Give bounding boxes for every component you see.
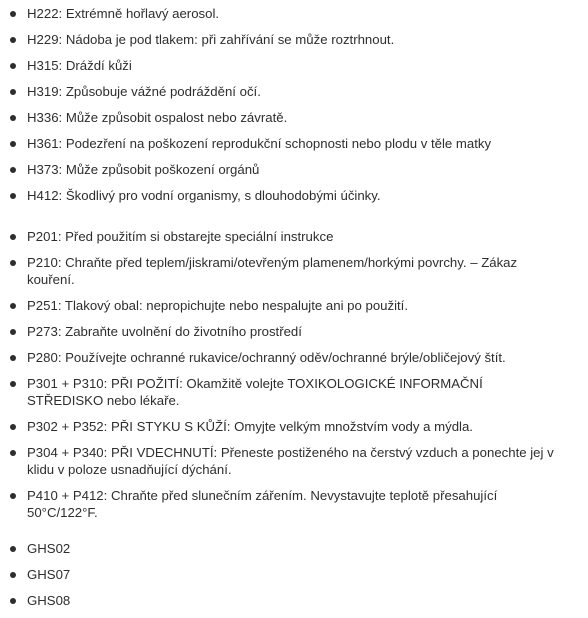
precautionary-statement-item: [0, 349, 560, 366]
statement-text: PŘI STYKU S KŮŽÍ: Omyjte velkým množstvím vody a mýdla.: [110, 419, 473, 434]
pictograms-list: [0, 540, 560, 618]
pictogram-item: [0, 540, 560, 557]
hazard-statement-item: [0, 31, 560, 48]
bullet-icon: [10, 546, 16, 552]
bullet-icon: [10, 381, 16, 387]
statement-code: P201: [27, 229, 58, 244]
hazard-statement-item: [0, 135, 560, 152]
statement-text: Používejte ochranné rukavice/ochranný oděv/ochranné brýle/obličejový štít.: [65, 350, 506, 365]
statement-separator: :: [57, 298, 65, 313]
pictogram-item: [0, 592, 560, 609]
bullet-icon: [10, 303, 16, 309]
statement-code: P251: [27, 298, 58, 313]
bullet-icon: [10, 329, 16, 335]
precautionary-statement-item: [0, 444, 560, 478]
statement-text: Před použitím si obstarejte speciální instrukce: [65, 229, 334, 244]
statement-separator: :: [58, 32, 66, 47]
statement-separator: :: [103, 376, 111, 391]
statement-code: P304 + P340: [27, 445, 104, 460]
statement-separator: :: [58, 84, 66, 99]
statement-code: P210: [27, 255, 58, 270]
precautionary-statement-item: [0, 228, 560, 245]
bullet-icon: [10, 193, 16, 199]
statement-separator: :: [57, 255, 66, 270]
statement-separator: :: [58, 188, 66, 203]
bullet-icon: [10, 89, 16, 95]
statement-code: H373: [27, 162, 59, 177]
pictogram-label: GHS07: [27, 567, 71, 582]
precautionary-statements-list: [0, 228, 560, 530]
statement-code: P302 + P352: [27, 419, 104, 434]
statement-separator: :: [58, 6, 66, 21]
statement-code: H222: [27, 6, 59, 21]
statement-separator: :: [57, 229, 66, 244]
statement-code: P280: [27, 350, 58, 365]
pictogram-item: [0, 566, 560, 583]
statement-text: Nádoba je pod tlakem: při zahřívání se může roztrhnout.: [65, 32, 395, 47]
statement-separator: :: [58, 136, 66, 151]
pictogram-label: GHS08: [27, 593, 71, 608]
precautionary-statement-item: [0, 323, 560, 340]
statement-code: H361: [27, 136, 59, 151]
statement-code: H412: [27, 188, 59, 203]
statement-separator: :: [58, 110, 66, 125]
statement-text: Může způsobit poškození orgánů: [65, 162, 260, 177]
hazard-statement-item: [0, 161, 560, 178]
statement-text: Tlakový obal: nepropichujte nebo nespalujte ani po použití.: [64, 298, 409, 313]
bullet-icon: [10, 115, 16, 121]
hazard-statement-item: [0, 57, 560, 74]
statement-code: H229: [27, 32, 59, 47]
precautionary-statement-item: [0, 418, 560, 435]
hazard-statement-item: [0, 109, 560, 126]
statement-separator: :: [103, 419, 111, 434]
bullet-icon: [10, 11, 16, 17]
statement-text: Může způsobit ospalost nebo závratě.: [65, 110, 288, 125]
statement-code: H319: [27, 84, 59, 99]
bullet-icon: [10, 450, 16, 456]
statement-separator: :: [57, 324, 66, 339]
statement-code: H315: [27, 58, 59, 73]
bullet-icon: [10, 63, 16, 69]
bullet-icon: [10, 37, 16, 43]
statement-separator: :: [103, 488, 111, 503]
statement-separator: :: [103, 445, 111, 460]
statement-text: Chraňte před teplem/jiskrami/otevřeným plamenem/horkými povrchy. – Zákaz kouření.: [27, 255, 518, 287]
hazard-statements-list: [0, 5, 560, 213]
statement-text: Podezření na poškození reprodukční schopnosti nebo plodu v těle matky: [65, 136, 492, 151]
bullet-icon: [10, 355, 16, 361]
bullet-icon: [10, 260, 16, 266]
bullet-icon: [10, 141, 16, 147]
statement-text: PŘI POŽITÍ: Okamžitě volejte TOXIKOLOGICKÉ INFORMAČNÍ STŘEDISKO nebo lékaře.: [27, 376, 483, 408]
precautionary-statement-item: [0, 254, 560, 288]
precautionary-statement-item: [0, 375, 560, 409]
statement-text: Extrémně hořlavý aerosol.: [65, 6, 220, 21]
statement-separator: :: [58, 58, 66, 73]
bullet-icon: [10, 424, 16, 430]
precautionary-statement-item: [0, 487, 560, 521]
precautionary-statement-item: [0, 297, 560, 314]
statement-separator: :: [57, 350, 66, 365]
bullet-icon: [10, 572, 16, 578]
pictogram-label: GHS02: [27, 541, 71, 556]
statement-text: Zabraňte uvolnění do životního prostředí: [65, 324, 302, 339]
bullet-icon: [10, 167, 16, 173]
bullet-icon: [10, 234, 16, 240]
hazard-statement-item: [0, 83, 560, 100]
statement-text: PŘI VDECHNUTÍ: Přeneste postiženého na čerstvý vzduch a ponechte jej v klidu v poloze usnadňující dýchání.: [27, 445, 554, 477]
bullet-icon: [10, 493, 16, 499]
statement-text: Škodlivý pro vodní organismy, s dlouhodobými účinky.: [65, 188, 381, 203]
statement-code: H336: [27, 110, 59, 125]
statement-code: P273: [27, 324, 58, 339]
statement-separator: :: [58, 162, 66, 177]
bullet-icon: [10, 598, 16, 604]
hazard-statement-item: [0, 5, 560, 22]
statement-code: P410 + P412: [27, 488, 104, 503]
statement-text: Způsobuje vážné podráždění očí.: [65, 84, 261, 99]
statement-text: Chraňte před slunečním zářením. Nevystavujte teplotě přesahující 50°C/122°F.: [27, 488, 498, 520]
hazard-statement-item: [0, 187, 560, 204]
statement-code: P301 + P310: [27, 376, 104, 391]
statement-text: Dráždí kůži: [65, 58, 132, 73]
